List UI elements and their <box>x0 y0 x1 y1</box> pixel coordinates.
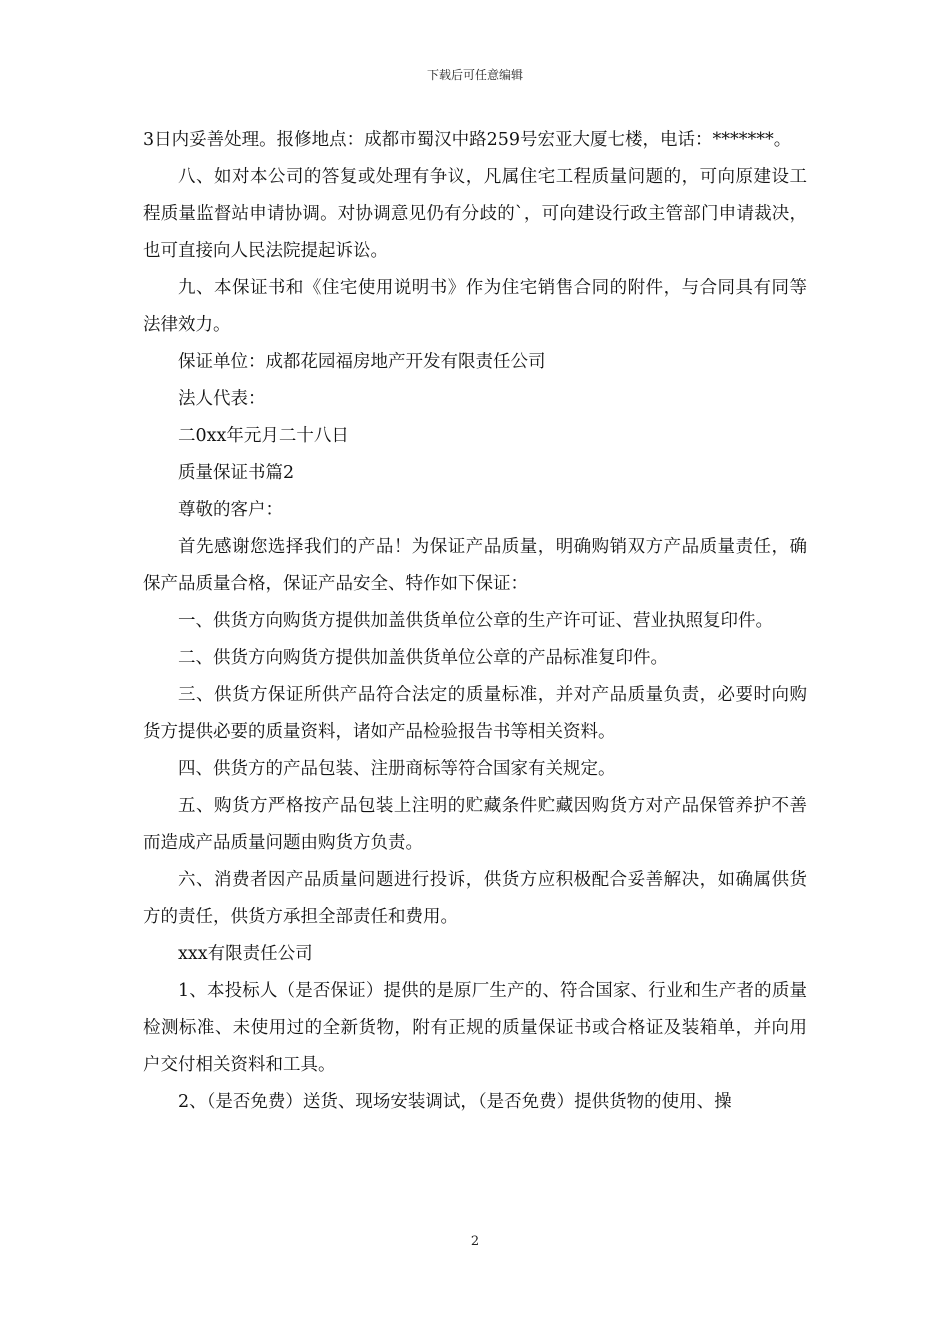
paragraph-7: 尊敬的客户： <box>178 500 283 520</box>
paragraph-2: 九、本保证书和《住宅使用说明书》作为住宅销售合同的附件，与合同具有同等法律效力。 <box>143 278 807 335</box>
paragraph-15: xxx有限责任公司 <box>178 944 313 964</box>
paragraph-8: 首先感谢您选择我们的产品！为保证产品质量，明确购销双方产品质量责任，确保产品质量合格，保证产品安全、特作如下保证： <box>143 537 807 594</box>
paragraph-17: 2、（是否免费）送货、现场安装调试，（是否免费）提供货物的使用、操 <box>178 1092 732 1112</box>
paragraph-6: 质量保证书篇2 <box>178 463 295 483</box>
document-body <box>143 122 807 1121</box>
paragraph-12: 四、供货方的产品包装、注册商标等符合国家有关规定。 <box>178 759 616 779</box>
paragraph-13: 五、购货方严格按产品包装上注明的贮藏条件贮藏因购货方对产品保管养护不善而造成产品质量问题由购货方负责。 <box>143 796 807 853</box>
paragraph-9: 一、供货方向购货方提供加盖供货单位公章的生产许可证、营业执照复印件。 <box>178 611 773 631</box>
paragraph-16: 1、本投标人（是否保证）提供的是原厂生产的、符合国家、行业和生产者的质量检测标准、未使用过的全新货物，附有正规的质量保证书或合格证及装箱单，并向用户交付相关资料和工具。 <box>143 981 807 1075</box>
paragraph-11: 三、供货方保证所供产品符合法定的质量标准，并对产品质量负责，必要时向购货方提供必要的质量资料，诸如产品检验报告书等相关资料。 <box>143 685 807 742</box>
paragraph-1: 八、如对本公司的答复或处理有争议，凡属住宅工程质量问题的，可向原建设工程质量监督站申请协调。对协调意见仍有分歧的`，可向建设行政主管部门申请裁决，也可直接向人民法院提起诉讼。 <box>143 167 807 261</box>
paragraph-14: 六、消费者因产品质量问题进行投诉，供货方应积极配合妥善解决，如确属供货方的责任，供货方承担全部责任和费用。 <box>143 870 807 927</box>
paragraph-0: 3日内妥善处理。报修地点：成都市蜀汉中路259号宏亚大厦七楼，电话：*******。 <box>143 130 792 150</box>
page-number: 2 <box>470 1234 480 1249</box>
paragraph-5: 二0xx年元月二十八日 <box>178 426 349 446</box>
paragraph-10: 二、供货方向购货方提供加盖供货单位公章的产品标准复印件。 <box>178 648 668 668</box>
paragraph-3: 保证单位：成都花园福房地产开发有限责任公司 <box>178 352 546 372</box>
page-header: 下载后可任意编辑 <box>426 68 523 82</box>
paragraph-4: 法人代表： <box>178 389 266 409</box>
